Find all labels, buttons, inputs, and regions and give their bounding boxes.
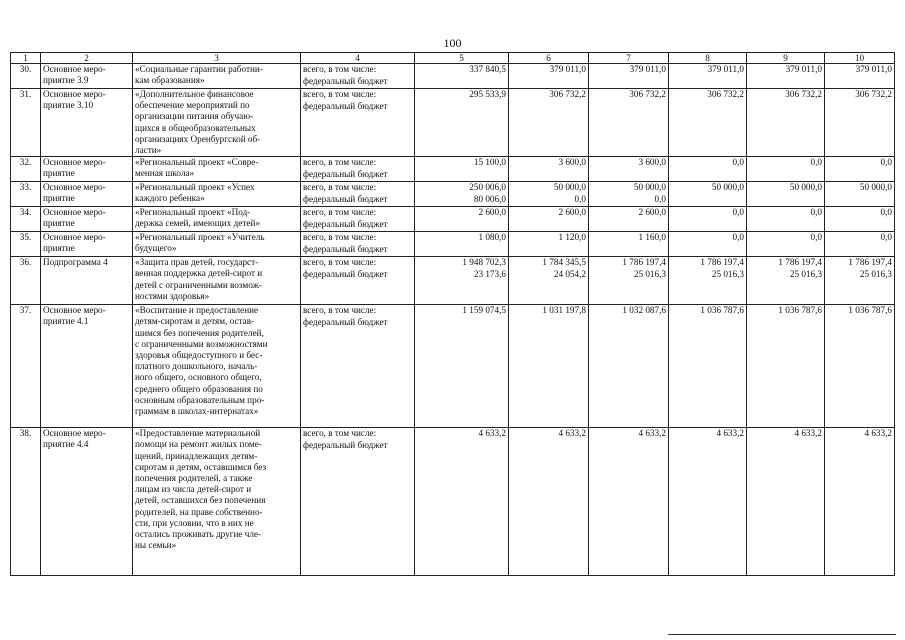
federal-value: 0,0 (589, 194, 669, 207)
federal-value: 24 054,2 (509, 269, 589, 305)
column-header: 2 (41, 53, 133, 64)
bottom-divider (668, 634, 896, 635)
federal-value (825, 101, 895, 157)
column-header: 9 (747, 53, 825, 64)
federal-value (509, 317, 589, 428)
row-number: 36. (11, 257, 41, 305)
federal-value (825, 440, 895, 576)
federal-value (825, 244, 895, 257)
federal-value (589, 244, 669, 257)
total-value: 295 533,9 (415, 89, 509, 101)
column-header: 7 (589, 53, 669, 64)
total-value: 1 032 087,6 (589, 305, 669, 317)
total-value: 1 120,0 (509, 232, 589, 244)
total-value: 1 784 345,5 (509, 257, 589, 269)
federal-value (669, 440, 747, 576)
federal-value (747, 219, 825, 232)
federal-value (415, 219, 509, 232)
total-value: 1 948 702,3 (415, 257, 509, 269)
source-total-label: всего, в том числе: (301, 207, 415, 219)
total-value: 379 011,0 (669, 64, 747, 76)
total-value: 0,0 (669, 157, 747, 169)
federal-value (669, 169, 747, 182)
federal-value (589, 76, 669, 89)
row-number: 34. (11, 207, 41, 232)
total-value: 0,0 (825, 232, 895, 244)
federal-value (509, 101, 589, 157)
event-description: «Защита прав детей, государст- венная поддержка детей-сирот и детей с ограниченными возмож- ностями здоровья» (133, 257, 301, 305)
federal-value (669, 317, 747, 428)
total-value: 0,0 (747, 207, 825, 219)
column-header: 5 (415, 53, 509, 64)
source-total-label: всего, в том числе: (301, 305, 415, 317)
total-value: 4 633,2 (415, 428, 509, 440)
total-value: 50 000,0 (669, 182, 747, 194)
federal-value (589, 169, 669, 182)
federal-value (509, 219, 589, 232)
total-value: 4 633,2 (825, 428, 895, 440)
total-value: 250 006,0 (415, 182, 509, 194)
federal-value (747, 317, 825, 428)
total-value: 0,0 (747, 157, 825, 169)
source-total-label: всего, в том числе: (301, 428, 415, 440)
federal-value: 25 016,3 (669, 269, 747, 305)
source-federal-label: федеральный бюджет (301, 244, 415, 257)
federal-value (669, 219, 747, 232)
source-total-label: всего, в том числе: (301, 232, 415, 244)
source-federal-label: федеральный бюджет (301, 194, 415, 207)
federal-value (825, 194, 895, 207)
federal-value (669, 76, 747, 89)
total-value: 2 600,0 (509, 207, 589, 219)
event-description: «Социальные гарантии работни- кам образования» (133, 64, 301, 89)
total-value: 50 000,0 (589, 182, 669, 194)
total-value: 306 732,2 (669, 89, 747, 101)
event-description: «Региональный проект «Совре- менная школа» (133, 157, 301, 182)
table-row (11, 232, 895, 244)
federal-value (415, 169, 509, 182)
table-row (11, 207, 895, 219)
event-name: Основное меро- приятие (41, 182, 133, 207)
event-description: «Региональный проект «Учитель будущего» (133, 232, 301, 257)
column-header: 1 (11, 53, 41, 64)
header-row (11, 53, 895, 64)
total-value: 1 786 197,4 (747, 257, 825, 269)
total-value: 1 036 787,6 (747, 305, 825, 317)
source-total-label: всего, в том числе: (301, 182, 415, 194)
total-value: 15 100,0 (415, 157, 509, 169)
row-number: 38. (11, 428, 41, 576)
federal-value (747, 440, 825, 576)
total-value: 1 160,0 (589, 232, 669, 244)
event-description: «Дополнительное финансовое обеспечение мероприятий по организации питания обучаю- щихся в общеобразовательных организациях Оренбургской об- ласти» (133, 89, 301, 157)
event-description: «Региональный проект «Под- держка семей, имеющих детей» (133, 207, 301, 232)
federal-value (669, 244, 747, 257)
total-value: 4 633,2 (509, 428, 589, 440)
event-name: Основное меро- приятие (41, 232, 133, 257)
total-value: 379 011,0 (747, 64, 825, 76)
source-total-label: всего, в том числе: (301, 89, 415, 101)
column-header: 8 (669, 53, 747, 64)
table-row (11, 89, 895, 101)
event-name: Основное меро- приятие 4.4 (41, 428, 133, 576)
total-value: 4 633,2 (589, 428, 669, 440)
federal-value (669, 194, 747, 207)
federal-value (509, 440, 589, 576)
event-description: «Воспитание и предоставление детям-сиротам и детям, остав- шимся без попечения родителей, с ограниченными возможностями здоровья общедоступного и бес- платного дошкольного, началь- ного общего, основного общего, среднего общего образования по основным образовательным про- граммам в школах-интернатах» (133, 305, 301, 428)
total-value: 50 000,0 (509, 182, 589, 194)
total-value: 1 080,0 (415, 232, 509, 244)
total-value: 2 600,0 (415, 207, 509, 219)
total-value: 306 732,2 (747, 89, 825, 101)
total-value: 306 732,2 (509, 89, 589, 101)
total-value: 379 011,0 (825, 64, 895, 76)
source-total-label: всего, в том числе: (301, 157, 415, 169)
table-row (11, 182, 895, 194)
total-value: 4 633,2 (669, 428, 747, 440)
federal-value (589, 317, 669, 428)
total-value: 1 786 197,4 (589, 257, 669, 269)
event-name: Основное меро- приятие (41, 157, 133, 182)
table-row (11, 157, 895, 169)
row-number: 35. (11, 232, 41, 257)
column-header: 10 (825, 53, 895, 64)
source-total-label: всего, в том числе: (301, 64, 415, 76)
event-description: «Предоставление материальной помощи на ремонт жилых поме- щений, принадлежащих детям- сиротам и детям, оставшимся без попечения родителей, а также лицам из числа детей-сирот и детей, оставшихся без попечения родителей, на праве собственно- сти, при условии, что в них не остались проживать другие чле- ны семьи» (133, 428, 301, 576)
federal-value (825, 219, 895, 232)
federal-value: 23 173,6 (415, 269, 509, 305)
source-federal-label: федеральный бюджет (301, 169, 415, 182)
source-federal-label: федеральный бюджет (301, 440, 415, 576)
federal-value (589, 440, 669, 576)
total-value: 0,0 (747, 232, 825, 244)
federal-value: 25 016,3 (825, 269, 895, 305)
federal-value (825, 317, 895, 428)
federal-value (747, 169, 825, 182)
column-header: 3 (133, 53, 301, 64)
source-federal-label: федеральный бюджет (301, 101, 415, 157)
federal-value (509, 244, 589, 257)
page-number: 100 (443, 36, 462, 50)
federal-value (747, 244, 825, 257)
table-row (11, 305, 895, 317)
source-total-label: всего, в том числе: (301, 257, 415, 269)
event-name: Основное меро- приятие 4.1 (41, 305, 133, 428)
event-name: Основное меро- приятие 3.9 (41, 64, 133, 89)
event-name: Подпрограмма 4 (41, 257, 133, 305)
total-value: 2 600,0 (589, 207, 669, 219)
total-value: 50 000,0 (747, 182, 825, 194)
row-number: 30. (11, 64, 41, 89)
column-header: 4 (301, 53, 415, 64)
federal-value (747, 194, 825, 207)
total-value: 306 732,2 (825, 89, 895, 101)
federal-value (669, 101, 747, 157)
total-value: 1 031 197,8 (509, 305, 589, 317)
total-value: 1 786 197,4 (825, 257, 895, 269)
row-number: 33. (11, 182, 41, 207)
total-value: 1 036 787,6 (669, 305, 747, 317)
federal-value (825, 169, 895, 182)
total-value: 1 159 074,5 (415, 305, 509, 317)
total-value: 1 786 197,4 (669, 257, 747, 269)
table-row (11, 428, 895, 440)
total-value: 3 600,0 (509, 157, 589, 169)
total-value: 379 011,0 (589, 64, 669, 76)
source-federal-label: федеральный бюджет (301, 76, 415, 89)
federal-value (509, 169, 589, 182)
federal-value (415, 101, 509, 157)
total-value: 0,0 (825, 157, 895, 169)
event-description: «Региональный проект «Успех каждого ребенка» (133, 182, 301, 207)
federal-value (415, 317, 509, 428)
row-number: 32. (11, 157, 41, 182)
federal-value: 25 016,3 (589, 269, 669, 305)
total-value: 3 600,0 (589, 157, 669, 169)
total-value: 50 000,0 (825, 182, 895, 194)
federal-value (509, 76, 589, 89)
federal-value (825, 76, 895, 89)
total-value: 337 840,5 (415, 64, 509, 76)
total-value: 0,0 (669, 207, 747, 219)
event-name: Основное меро- приятие 3.10 (41, 89, 133, 157)
federal-value (589, 101, 669, 157)
federal-value (415, 244, 509, 257)
source-federal-label: федеральный бюджет (301, 269, 415, 305)
source-federal-label: федеральный бюджет (301, 317, 415, 428)
federal-value (747, 101, 825, 157)
federal-value (589, 219, 669, 232)
federal-value: 0,0 (509, 194, 589, 207)
event-name: Основное меро- приятие (41, 207, 133, 232)
total-value: 4 633,2 (747, 428, 825, 440)
column-header: 6 (509, 53, 589, 64)
total-value: 379 011,0 (509, 64, 589, 76)
federal-value (415, 440, 509, 576)
table-row (11, 64, 895, 76)
federal-value: 80 006,0 (415, 194, 509, 207)
federal-value: 25 016,3 (747, 269, 825, 305)
federal-value (747, 76, 825, 89)
source-federal-label: федеральный бюджет (301, 219, 415, 232)
budget-table (10, 52, 895, 576)
total-value: 1 036 787,6 (825, 305, 895, 317)
federal-value (415, 76, 509, 89)
total-value: 306 732,2 (589, 89, 669, 101)
row-number: 37. (11, 305, 41, 428)
total-value: 0,0 (825, 207, 895, 219)
total-value: 0,0 (669, 232, 747, 244)
table-row (11, 257, 895, 269)
row-number: 31. (11, 89, 41, 157)
